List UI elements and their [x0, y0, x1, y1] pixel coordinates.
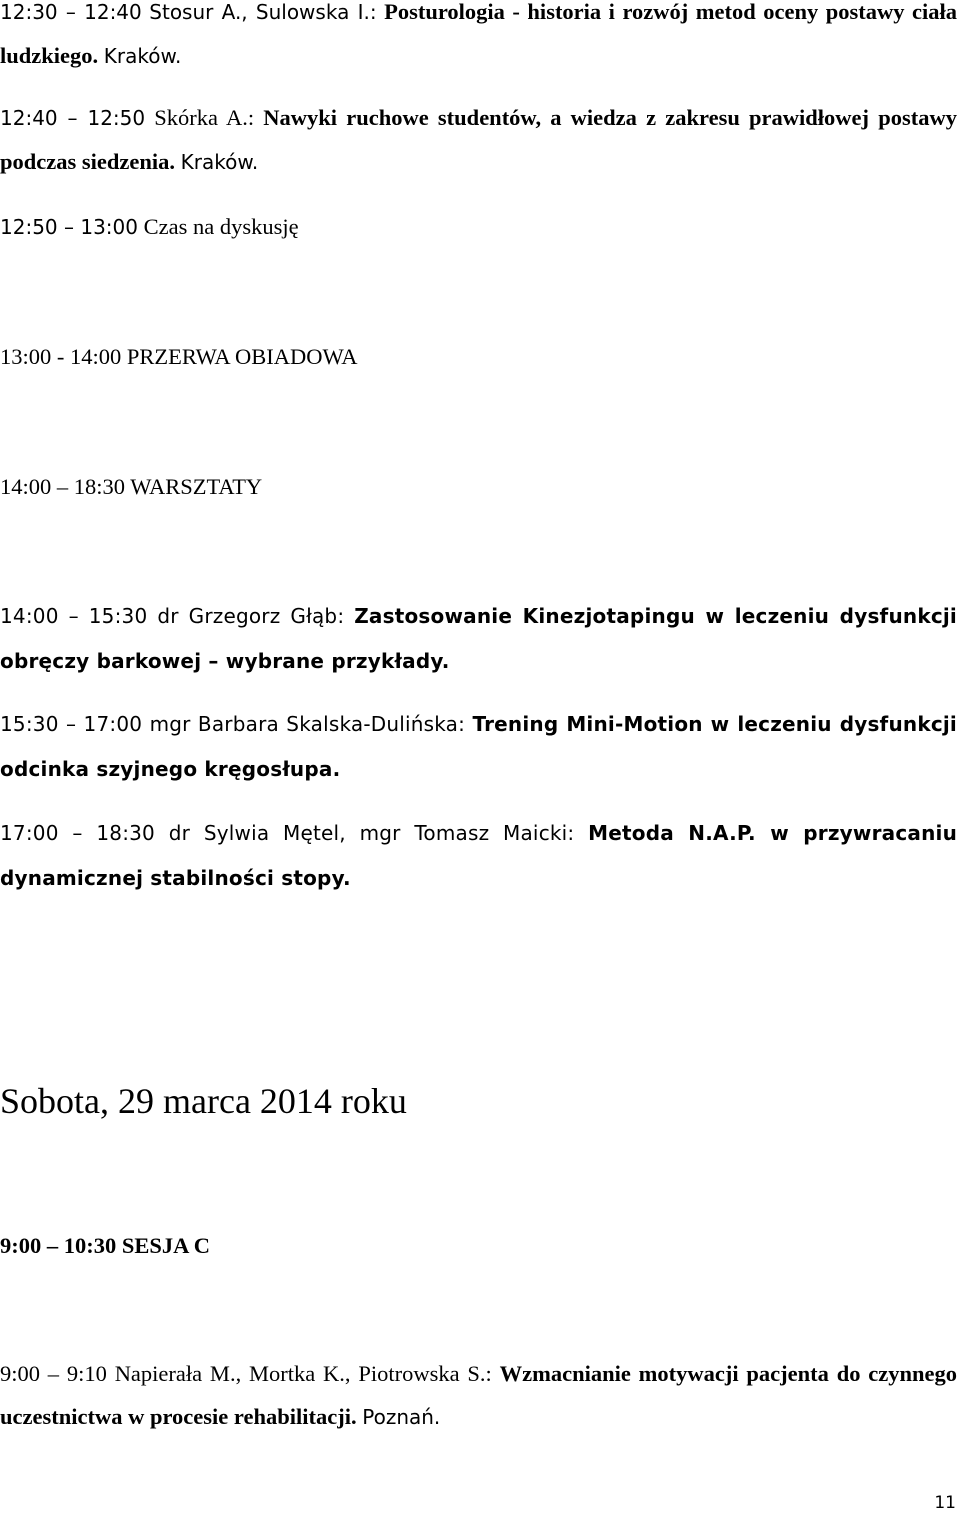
- workshop-presenter: dr Grzegorz Głąb:: [157, 604, 345, 628]
- workshop-title: Zastosowanie Kinezjotapingu w leczeniu dysfunkcji obręczy barkowej – wybrane przykłady.: [0, 604, 957, 673]
- program-entry: [0, 96, 957, 184]
- entry-city: Kraków.: [180, 150, 259, 174]
- workshop-time: 15:30 – 17:00: [0, 712, 143, 736]
- workshops-label: WARSZTATY: [130, 474, 263, 499]
- entry-city: Poznań.: [362, 1405, 441, 1429]
- entry-time: 12:30 – 12:40: [0, 0, 142, 24]
- workshop-presenter: mgr Barbara Skalska-Dulińska:: [149, 712, 466, 736]
- session-heading: 9:00 – 10:30 SESJA C: [0, 1233, 211, 1258]
- lunch-break: [0, 335, 358, 378]
- workshop-time: 17:00 – 18:30: [0, 821, 155, 845]
- workshop-entry: [0, 594, 957, 684]
- entry-label: Czas na dyskusję: [143, 214, 299, 239]
- workshops-time: 14:00 – 18:30: [0, 474, 126, 499]
- break-time: 13:00 - 14:00: [0, 344, 122, 369]
- program-entry: [0, 205, 957, 249]
- entry-authors: Napierała M., Mortka K., Piotrowska S.:: [114, 1361, 492, 1386]
- break-label: PRZERWA OBIADOWA: [126, 344, 358, 369]
- workshop-presenter: dr Sylwia Mętel, mgr Tomasz Maicki:: [168, 821, 575, 845]
- session-entry: [0, 1352, 957, 1439]
- entry-title: Nawyki ruchowe studentów, a wiedza z zakresu prawidłowej postawy podczas siedzenia.: [0, 105, 957, 174]
- program-entry: [0, 0, 957, 78]
- workshop-title: Trening Mini-Motion w leczeniu dysfunkcji odcinka szyjnego kręgosłupa.: [0, 712, 957, 781]
- entry-time: 12:40 – 12:50: [0, 106, 146, 130]
- workshop-entry: [0, 702, 957, 792]
- entry-time: 9:00 – 9:10: [0, 1361, 107, 1386]
- entry-title: Wzmacnianie motywacji pacjenta do czynnego uczestnictwa w procesie rehabilitacji.: [0, 1361, 958, 1429]
- workshop-entry: [0, 811, 957, 901]
- day-heading: Sobota, 29 marca 2014 roku: [0, 1081, 407, 1121]
- entry-authors: Stosur A., Sulowska I.:: [149, 0, 377, 24]
- workshop-title: Metoda N.A.P. w przywracaniu dynamicznej stabilności stopy.: [0, 821, 958, 890]
- entry-title: Posturologia - historia i rozwój metod oceny postawy ciała ludzkiego.: [0, 0, 958, 68]
- entry-time: 12:50 – 13:00: [0, 215, 138, 239]
- entry-authors: Skórka A.:: [154, 105, 255, 130]
- page-number: 11: [934, 1493, 956, 1513]
- entry-city: Kraków.: [103, 44, 182, 68]
- workshop-time: 14:00 – 15:30: [0, 604, 148, 628]
- workshops-heading: [0, 465, 262, 508]
